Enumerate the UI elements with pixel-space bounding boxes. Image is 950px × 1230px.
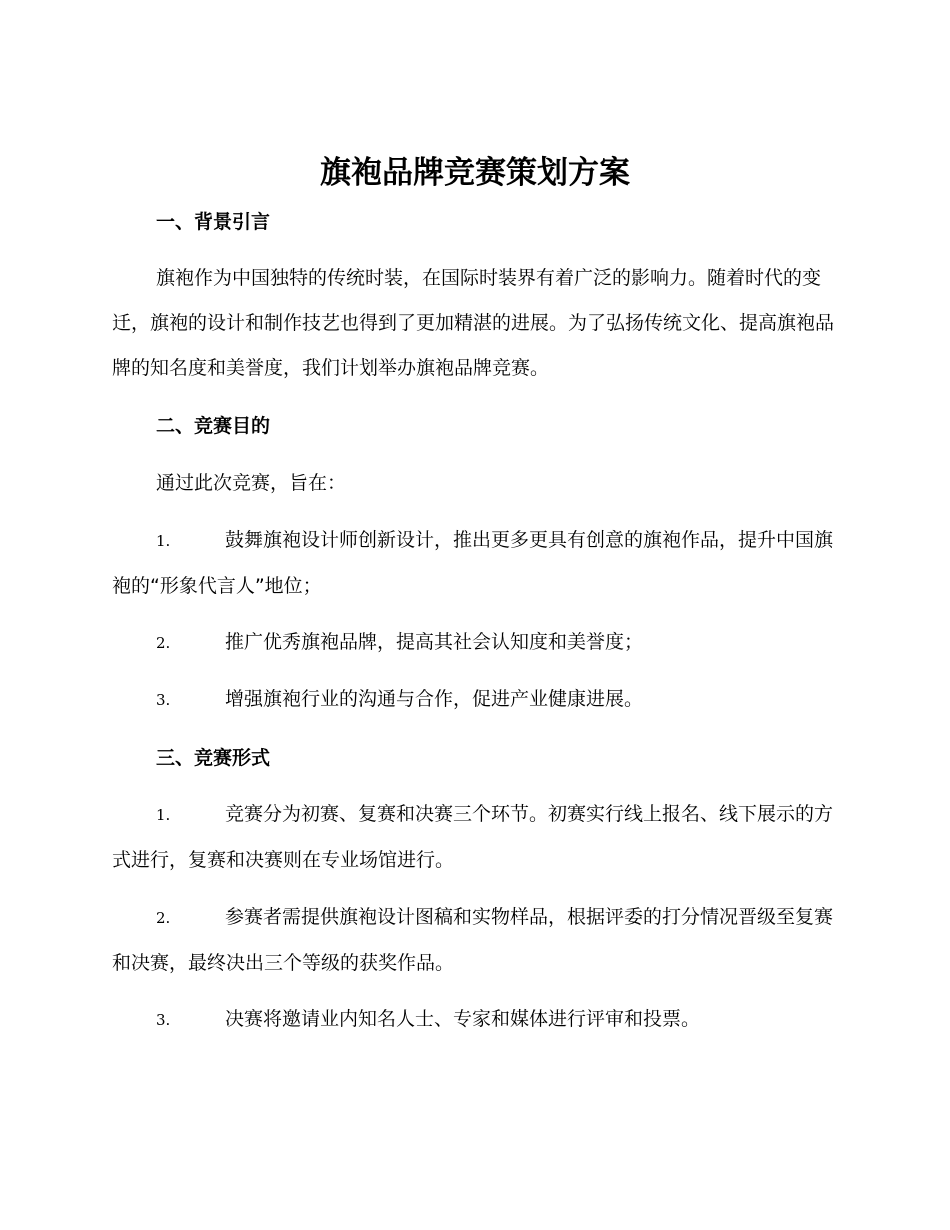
list-number: 2.	[156, 634, 171, 652]
list-number: 3.	[156, 1011, 171, 1029]
list-text: 鼓舞旗袍设计师创新设计，推出更多更具有创意的旗袍作品，提升中国旗袍的“形象代言人”地位；	[112, 529, 834, 597]
list-text: 参赛者需提供旗袍设计图稿和实物样品，根据评委的打分情况晋级至复赛和决赛，最终决出三个等级的获奖作品。	[112, 906, 834, 974]
section-heading-format: 三、竞赛形式	[156, 747, 271, 769]
section-heading-background: 一、背景引言	[156, 211, 271, 233]
section-heading-purpose: 二、竞赛目的	[156, 415, 271, 437]
list-number: 1.	[156, 806, 171, 824]
list-text: 推广优秀旗袍品牌，提高其社会认知度和美誉度；	[225, 631, 644, 653]
document-title: 旗袍品牌竞赛策划方案	[320, 155, 630, 191]
list-number: 2.	[156, 909, 171, 927]
format-list-item	[112, 792, 834, 883]
format-list-item	[112, 997, 834, 1043]
format-list-item	[112, 895, 834, 986]
list-number: 3.	[156, 691, 171, 709]
background-paragraph: 旗袍作为中国独特的传统时装，在国际时装界有着广泛的影响力。随着时代的变迁，旗袍的设计和制作技艺也得到了更加精湛的进展。为了弘扬传统文化、提高旗袍品牌的知名度和美誉度，我们计划举办旗袍品牌竞赛。	[112, 267, 835, 379]
purpose-list-item	[112, 518, 834, 609]
purpose-intro: 通过此次竞赛，旨在：	[156, 472, 347, 494]
purpose-list-item	[112, 677, 834, 723]
list-text: 增强旗袍行业的沟通与合作，促进产业健康进展。	[225, 688, 644, 710]
list-text: 决赛将邀请业内知名人士、专家和媒体进行评审和投票。	[225, 1008, 701, 1030]
purpose-list-item	[112, 620, 834, 666]
list-number: 1.	[156, 532, 171, 550]
list-text: 竞赛分为初赛、复赛和决赛三个环节。初赛实行线上报名、线下展示的方式进行，复赛和决赛则在专业场馆进行。	[112, 803, 834, 871]
